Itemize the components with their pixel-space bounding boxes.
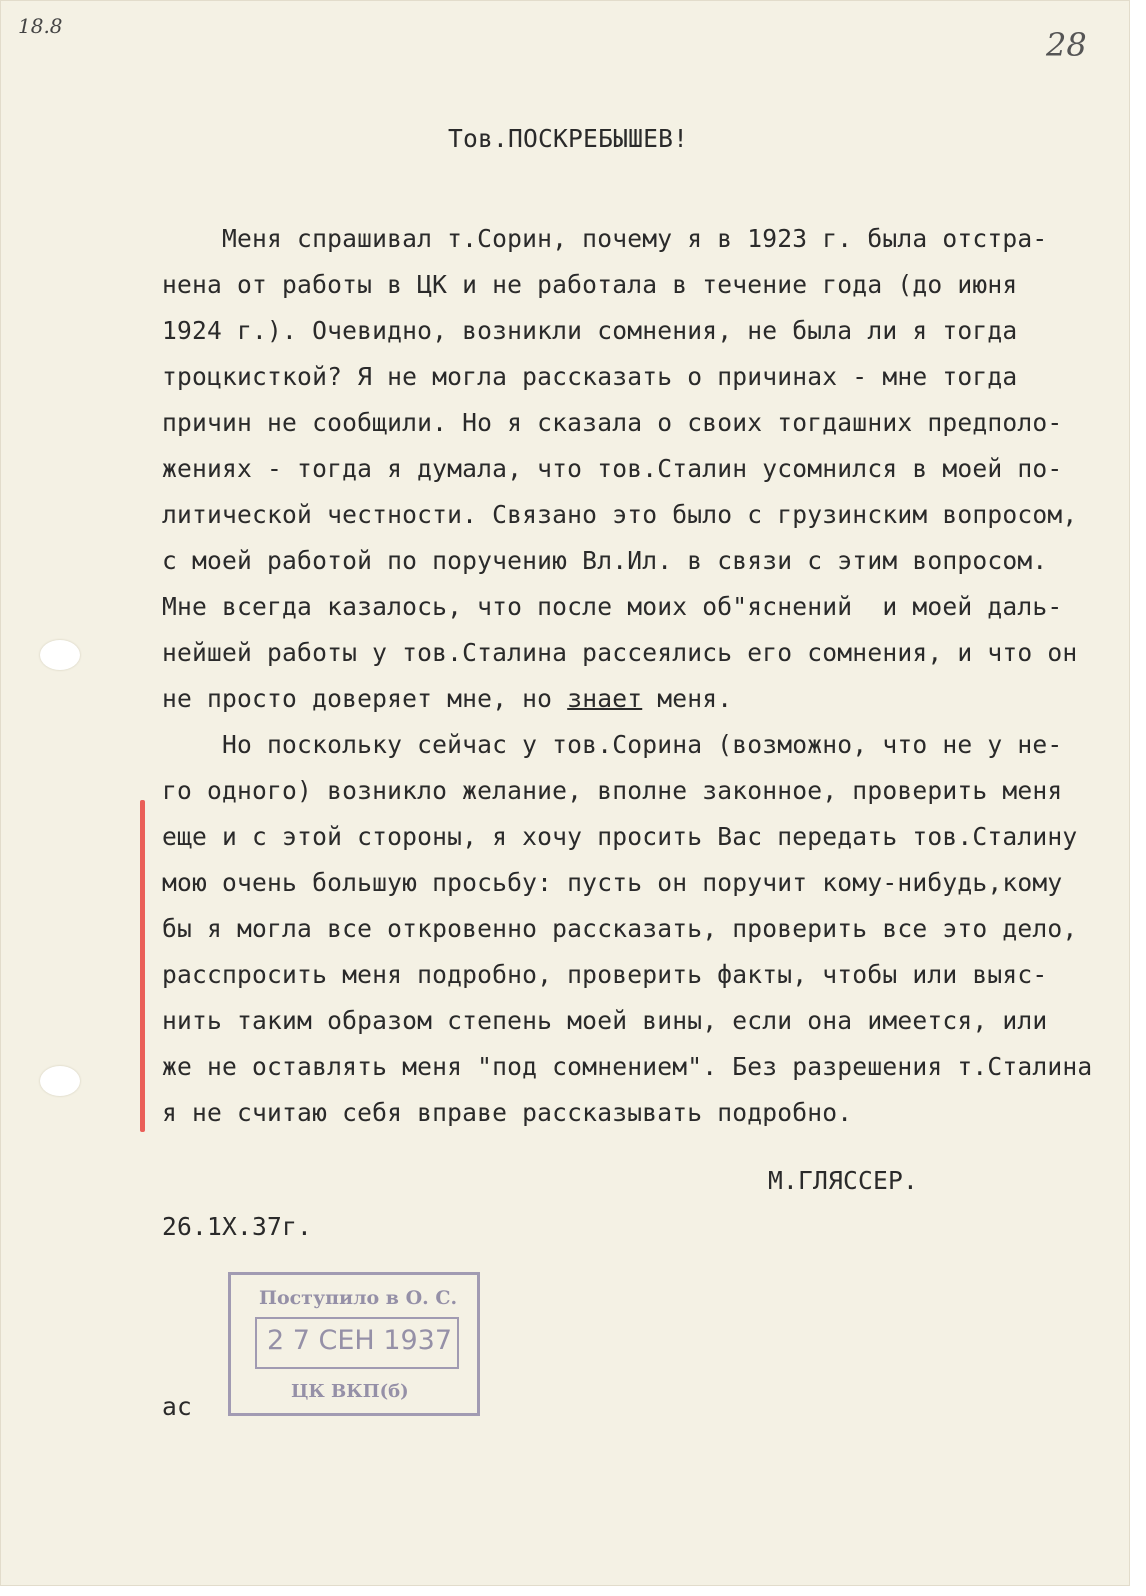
typist-initials: ас bbox=[162, 1392, 193, 1421]
body-line-12: Но поскольку сейчас у тов.Сорина (возможно, что не у не- bbox=[162, 730, 1063, 759]
underlined-word: знает bbox=[567, 684, 643, 713]
punch-hole-upper bbox=[40, 640, 80, 670]
body-line-9: Мне всегда казалось, что после моих об"яснений и моей даль- bbox=[162, 592, 1063, 621]
stamp-date-box bbox=[255, 1317, 459, 1369]
archive-corner-note: 18.8 bbox=[18, 14, 63, 38]
body-line-17: расспросить меня подробно, проверить факты, чтобы или выяс- bbox=[162, 960, 1048, 989]
body-line-19: же не оставлять меня "под сомнением". Без разрешения т.Сталина bbox=[162, 1052, 1093, 1081]
body-line-18: нить таким образом степень моей вины, если она имеется, или bbox=[162, 1006, 1048, 1035]
body-line-10: нейшей работы у тов.Сталина рассеялись его сомнения, и что он bbox=[162, 638, 1078, 667]
line11-before: не просто доверяет мне, но bbox=[162, 684, 568, 713]
body-line-11 bbox=[162, 684, 732, 713]
line11-after: меня. bbox=[642, 684, 733, 713]
body-line-5: причин не сообщили. Но я сказала о своих тогдашних предполо- bbox=[162, 408, 1063, 437]
body-line-14: еще и с этой стороны, я хочу просить Вас передать тов.Сталину bbox=[162, 822, 1078, 851]
red-pencil-margin-mark bbox=[140, 800, 145, 1132]
body-line-1: Меня спрашивал т.Сорин, почему я в 1923 г. была отстра- bbox=[162, 224, 1048, 253]
stamp-org: ЦК ВКП(б) bbox=[291, 1381, 409, 1402]
received-stamp bbox=[228, 1272, 480, 1416]
body-line-6: жениях - тогда я думала, что тов.Сталин усомнился в моей по- bbox=[162, 454, 1063, 483]
signature: М.ГЛЯССЕР. bbox=[768, 1166, 919, 1195]
page-number: 28 bbox=[1046, 26, 1087, 64]
body-line-16: бы я могла все откровенно рассказать, проверить все это дело, bbox=[162, 914, 1078, 943]
letter-date: 26.1Х.37г. bbox=[162, 1212, 313, 1241]
body-line-13: го одного) возникло желание, вполне законное, проверить меня bbox=[162, 776, 1063, 805]
body-line-15: мою очень большую просьбу: пусть он поручит кому-нибудь,кому bbox=[162, 868, 1063, 897]
body-line-7: литической честности. Связано это было с грузинским вопросом, bbox=[162, 500, 1078, 529]
stamp-date: 2 7 СЕН 1937 bbox=[267, 1325, 453, 1356]
body-line-8: с моей работой по поручению Вл.Ил. в связи с этим вопросом. bbox=[162, 546, 1048, 575]
body-line-4: троцкисткой? Я не могла рассказать о причинах - мне тогда bbox=[162, 362, 1018, 391]
body-line-2: нена от работы в ЦК и не работала в течение года (до июня bbox=[162, 270, 1018, 299]
stamp-received-text: Поступило в О. С. bbox=[259, 1287, 458, 1309]
salutation: Тов.ПОСКРЕБЫШЕВ! bbox=[448, 124, 689, 153]
body-line-3: 1924 г.). Очевидно, возникли сомнения, не была ли я тогда bbox=[162, 316, 1018, 345]
body-line-20: я не считаю себя вправе рассказывать подробно. bbox=[162, 1098, 853, 1127]
punch-hole-lower bbox=[40, 1066, 80, 1096]
